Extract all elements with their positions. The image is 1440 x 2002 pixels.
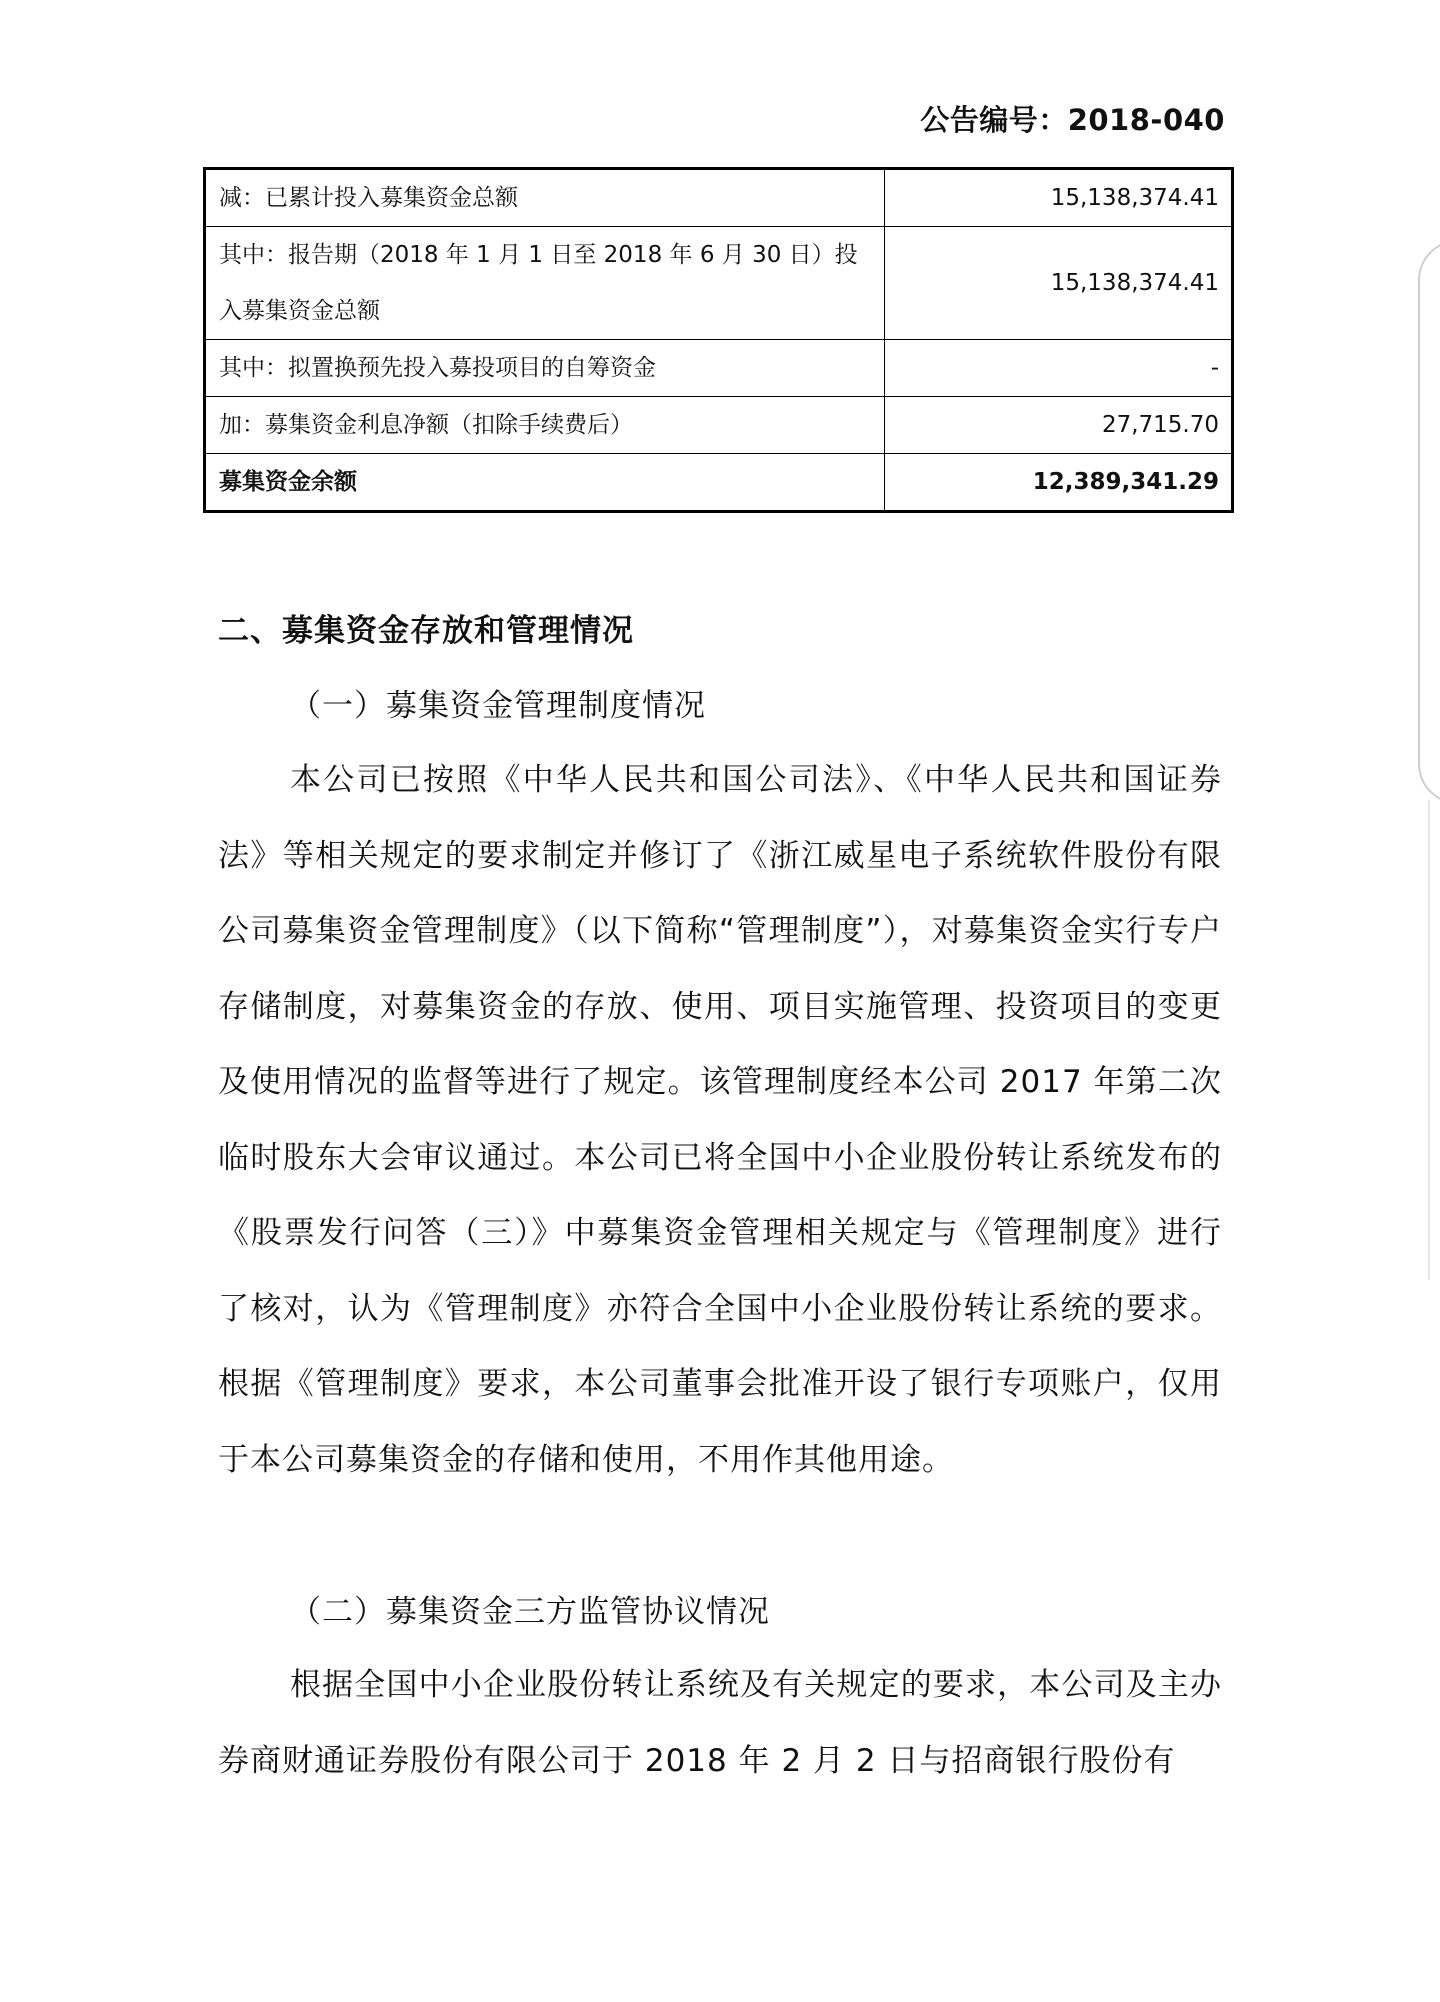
table-row-value: - [885,340,1233,397]
table-row-value: 27,715.70 [885,397,1233,454]
table-row-value: 12,389,341.29 [885,454,1233,512]
table-row-label: 减：已累计投入募集资金总额 [205,169,885,227]
scrollbar-track[interactable] [1428,800,1430,1280]
table-row-total [205,454,1233,512]
notice-number: 公告编号：2018-040 [920,103,1225,137]
paragraph-management-system: 本公司已按照《中华人民共和国公司法》、《中华人民共和国证券法》等相关规定的要求制定并修订了《浙江威星电子系统软件股份有限公司募集资金管理制度》（以下简称“管理制度”），对募集资金实行专户存储制度，对募集资金的存放、使用、项目实施管理、投资项目的变更及使用情况的监督等进行了规定。该管理制度经本公司 2017 年第二次临时股东大会审议通过。本公司已将全国中小企业股份转让系统发布的《股票发行问答（三）》中募集资金管理相关规定与《管理制度》进行了核对，认为《管理制度》亦符合全国中小企业股份转让系统的要求。根据《管理制度》要求，本公司董事会批准开设了银行专项账户，仅用于本公司募集资金的存储和使用，不用作其他用途。 [218,762,1222,1478]
table-row [205,227,1233,340]
table-row [205,397,1233,454]
table-row-label: 其中：拟置换预先投入募投项目的自筹资金 [205,340,885,397]
table-row [205,340,1233,397]
table-row-value: 15,138,374.41 [885,169,1233,227]
table-row-label: 加：募集资金利息净额（扣除手续费后） [205,397,885,454]
table-row [205,169,1233,227]
fund-balance-table [203,167,1234,513]
table-row-value: 15,138,374.41 [885,227,1233,340]
subsection-heading-management-system: （一）募集资金管理制度情况 [290,688,706,724]
table-row-label: 其中：报告期（2018 年 1 月 1 日至 2018 年 6 月 30 日）投入募集资金总额 [205,227,885,340]
paragraph-tripartite-agreement: 根据全国中小企业股份转让系统及有关规定的要求，本公司及主办券商财通证券股份有限公司于 2018 年 2 月 2 日与招商银行股份有 [218,1667,1222,1779]
section-heading: 二、募集资金存放和管理情况 [218,613,634,649]
page-scroll-handle[interactable] [1418,240,1440,804]
table-row-label: 募集资金余额 [205,454,885,512]
subsection-heading-tripartite-agreement: （二）募集资金三方监管协议情况 [290,1594,770,1630]
